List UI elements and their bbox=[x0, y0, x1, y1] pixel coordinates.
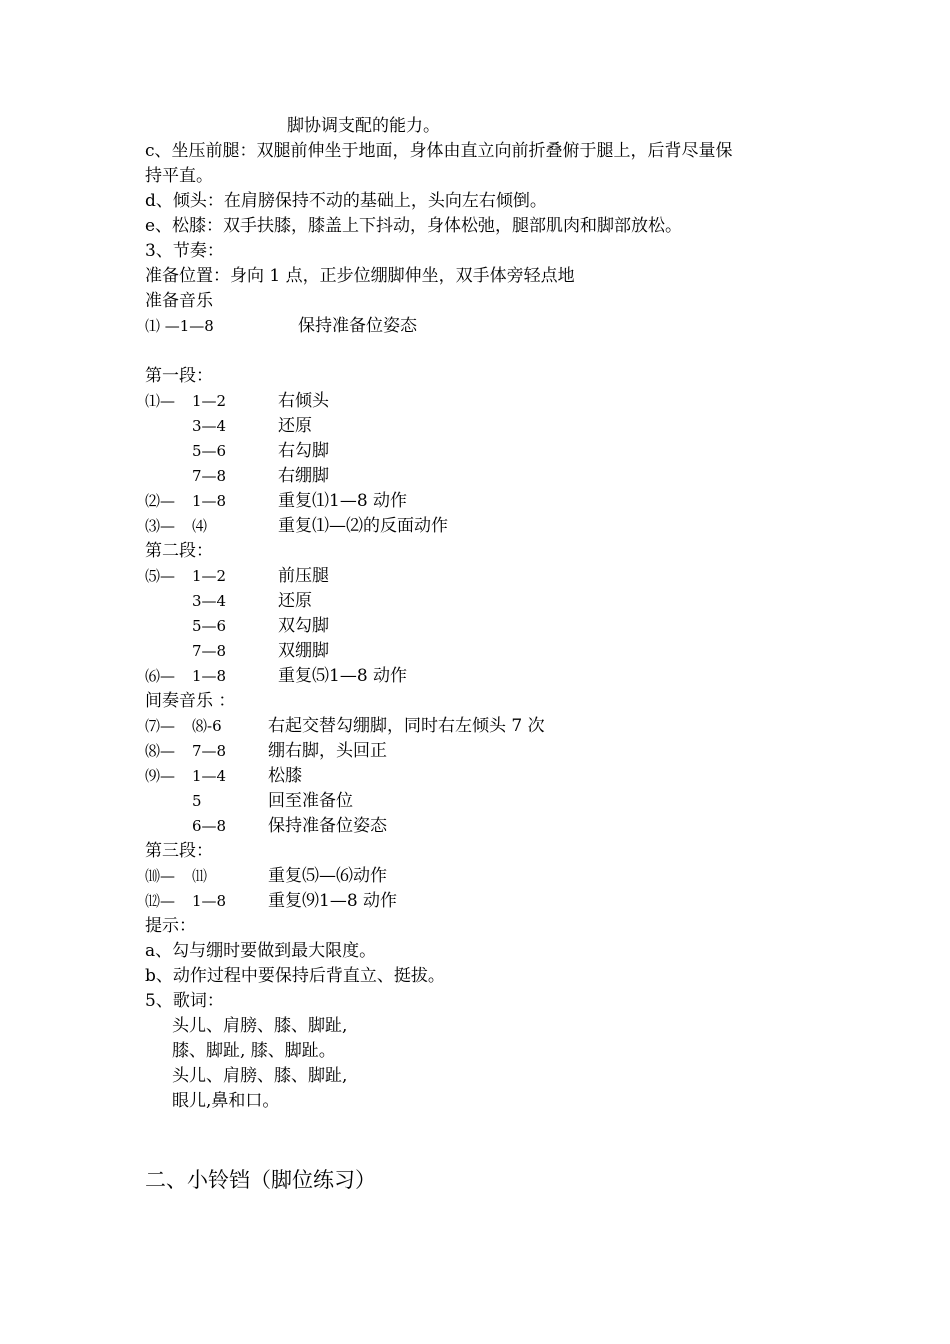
row-count: 1—2 bbox=[192, 392, 227, 410]
section-heading: 二、小铃铛（脚位练习） bbox=[145, 1168, 376, 1192]
row-count: 7—8 bbox=[192, 642, 227, 660]
row-desc: 重复⑴—⑵的反面动作 bbox=[278, 516, 448, 536]
row-count: 1—4 bbox=[192, 767, 227, 785]
row-number: ⑺— bbox=[145, 717, 176, 735]
row-count: ⑾ bbox=[192, 867, 208, 885]
row-desc: 保持准备位姿态 bbox=[268, 816, 387, 836]
row-count: 1—2 bbox=[192, 567, 227, 585]
prep-position: 准备位置：身向 1 点，正步位绷脚伸坐，双手体旁轻点地 bbox=[145, 266, 575, 286]
interlude-heading: 间奏音乐 ： bbox=[145, 691, 236, 711]
row-count: 5—6 bbox=[192, 617, 227, 635]
row-count: 1—8 bbox=[192, 492, 227, 510]
row-count: 5—6 bbox=[192, 442, 227, 460]
row-count: 7—8 bbox=[192, 467, 227, 485]
row-desc: 右倾头 bbox=[278, 391, 329, 411]
item-c-line2: 持平直。 bbox=[145, 166, 213, 186]
text-continuation: 脚协调支配的能力。 bbox=[287, 116, 440, 136]
lyrics-heading: 5、歌词： bbox=[145, 991, 224, 1011]
row-count: 7—8 bbox=[192, 742, 227, 760]
lyric-line: 膝、脚趾, 膝、脚趾。 bbox=[172, 1041, 336, 1061]
item-e: e、松膝：双手扶膝，膝盖上下抖动，身体松弛，腿部肌肉和脚部放松。 bbox=[145, 216, 683, 236]
section-2-heading: 第二段： bbox=[145, 541, 213, 561]
row-desc: 绷右脚，头回正 bbox=[268, 741, 387, 761]
row-number: ⑹— bbox=[145, 667, 176, 685]
row-desc: 重复⑼1—8 动作 bbox=[268, 891, 398, 911]
row-number: ⑶— bbox=[145, 517, 176, 535]
row-number: ⑴— bbox=[145, 392, 176, 410]
row-desc: 右起交替勾绷脚，同时右左倾头 7 次 bbox=[268, 716, 545, 736]
prep-row-desc: 保持准备位姿态 bbox=[298, 316, 417, 336]
row-desc: 回至准备位 bbox=[268, 791, 353, 811]
row-number: ⑼— bbox=[145, 767, 176, 785]
prep-row-count: ⑴ —1—8 bbox=[145, 317, 214, 335]
row-desc: 还原 bbox=[278, 591, 312, 611]
row-count: 3—4 bbox=[192, 417, 227, 435]
row-count: 5 bbox=[192, 792, 202, 810]
item-c-line1: c、坐压前腿：双腿前伸坐于地面，身体由直立向前折叠俯于腿上，后背尽量保 bbox=[145, 141, 733, 161]
row-desc: 双绷脚 bbox=[278, 641, 329, 661]
lyric-line: 头儿、肩膀、膝、脚趾, bbox=[172, 1066, 348, 1086]
row-desc: 双勾脚 bbox=[278, 616, 329, 636]
tip-b: b、动作过程中要保持后背直立、挺拔。 bbox=[145, 966, 445, 986]
item-d: d、倾头：在肩膀保持不动的基础上，头向左右倾倒。 bbox=[145, 191, 547, 211]
section-1-heading: 第一段： bbox=[145, 366, 213, 386]
prep-music: 准备音乐 bbox=[145, 291, 213, 311]
row-desc: 右勾脚 bbox=[278, 441, 329, 461]
row-desc: 松膝 bbox=[268, 766, 302, 786]
row-count: 1—8 bbox=[192, 892, 227, 910]
row-desc: 重复⑴1—8 动作 bbox=[278, 491, 408, 511]
row-desc: 还原 bbox=[278, 416, 312, 436]
row-count: 3—4 bbox=[192, 592, 227, 610]
row-number: ⑻— bbox=[145, 742, 176, 760]
row-desc: 右绷脚 bbox=[278, 466, 329, 486]
lyric-line: 眼儿,鼻和口。 bbox=[172, 1091, 280, 1111]
row-count: ⑷ bbox=[192, 517, 208, 535]
lyric-line: 头儿、肩膀、膝、脚趾, bbox=[172, 1016, 348, 1036]
tips-heading: 提示： bbox=[145, 916, 196, 936]
row-desc: 前压腿 bbox=[278, 566, 329, 586]
row-number: ⑿— bbox=[145, 892, 176, 910]
row-number: ⑸— bbox=[145, 567, 176, 585]
row-desc: 重复⑸—⑹动作 bbox=[268, 866, 387, 886]
row-number: ⑽— bbox=[145, 867, 176, 885]
tip-a: a、勾与绷时要做到最大限度。 bbox=[145, 941, 377, 961]
row-count: 6—8 bbox=[192, 817, 227, 835]
row-desc: 重复⑸1—8 动作 bbox=[278, 666, 408, 686]
section-3-heading: 第三段： bbox=[145, 841, 213, 861]
row-count: 1—8 bbox=[192, 667, 227, 685]
row-number: ⑵— bbox=[145, 492, 176, 510]
row-count: ⑻-6 bbox=[192, 717, 222, 735]
rhythm-heading: 3、节奏： bbox=[145, 241, 224, 261]
